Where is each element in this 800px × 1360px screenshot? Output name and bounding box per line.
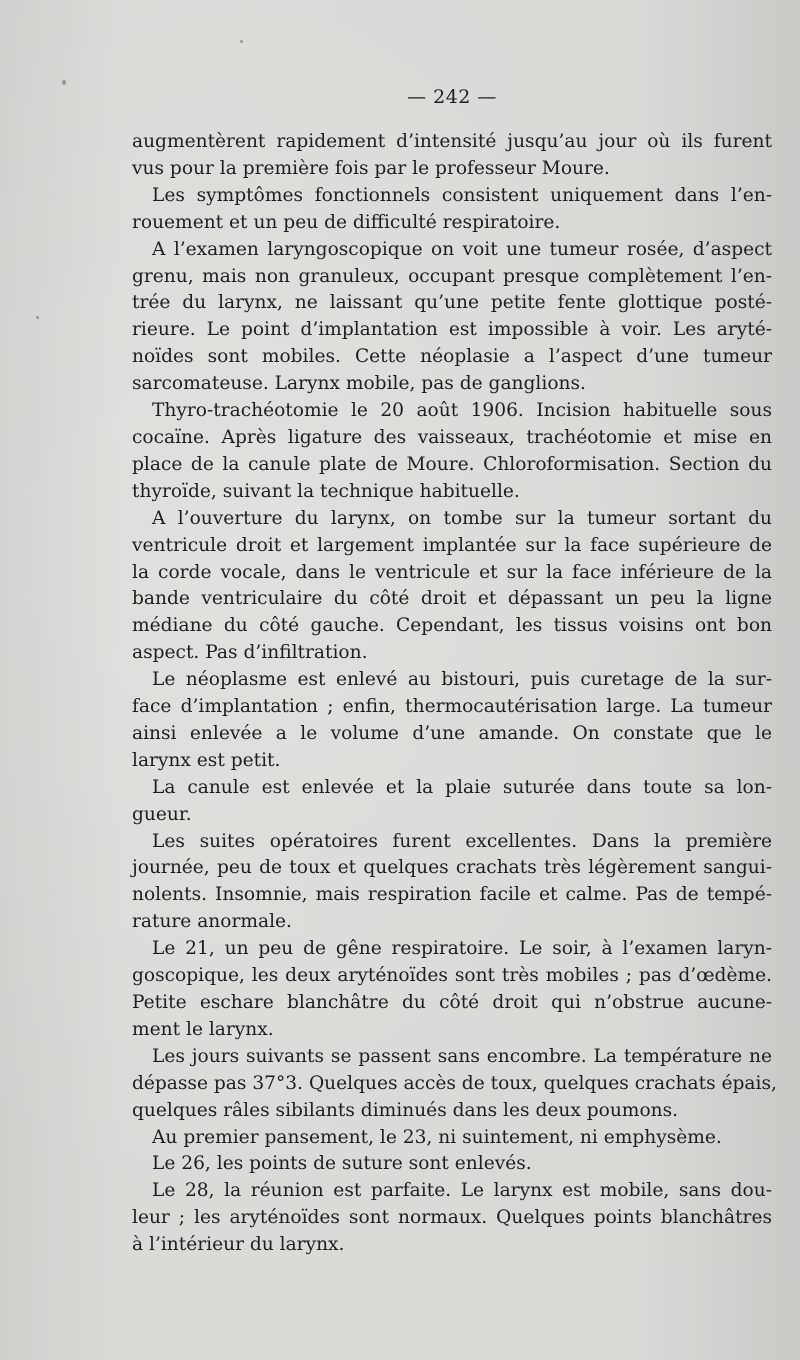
text-line: ventricule droit et largement implantée sur la face supérieure de [132, 534, 772, 556]
text-line: Le 26, les points de suture sont enlevés. [152, 1153, 532, 1175]
text-line: A l’examen laryngoscopique on voit une tumeur rosée, d’aspect [152, 238, 772, 260]
text-line: Le 28, la réunion est parfaite. Le larynx est mobile, sans dou- [152, 1180, 772, 1202]
text-line: trée du larynx, ne laissant qu’une petite fente glottique posté- [132, 292, 772, 314]
text-line: place de la canule plate de Moure. Chloroformisation. Section du [132, 453, 772, 475]
text-line: Les jours suivants se passent sans encombre. La température ne [152, 1045, 772, 1067]
text-line: nolents. Insomnie, mais respiration facile et calme. Pas de tempé- [132, 884, 772, 906]
text-line: A l’ouverture du larynx, on tombe sur la tumeur sortant du [152, 507, 772, 529]
text-line: journée, peu de toux et quelques crachats très légèrement sangui- [132, 857, 772, 879]
text-line: dépasse pas 37°3. Quelques accès de toux, quelques crachats épais, [132, 1072, 777, 1094]
text-line: noïdes sont mobiles. Cette néoplasie a l’aspect d’une tumeur [132, 346, 772, 368]
text-line: cocaïne. Après ligature des vaisseaux, trachéotomie et mise en [132, 426, 772, 448]
text-line: grenu, mais non granuleux, occupant presque complètement l’en- [132, 265, 772, 287]
text-line: bande ventriculaire du côté droit et dépassant un peu la ligne [132, 588, 772, 610]
text-line: rouement et un peu de difficulté respiratoire. [132, 211, 561, 233]
text-line: médiane du côté gauche. Cependant, les tissus voisins ont bon [132, 615, 772, 637]
ink-speck [240, 40, 243, 43]
text-line: Les symptômes fonctionnels consistent uniquement dans l’en- [152, 184, 772, 206]
text-line: quelques râles sibilants diminués dans les deux poumons. [132, 1099, 679, 1121]
text-line: à l’intérieur du larynx. [132, 1234, 345, 1256]
text-line: rieure. Le point d’implantation est impossible à voir. Les aryté- [132, 319, 772, 341]
text-line: Le 21, un peu de gêne respiratoire. Le soir, à l’examen laryn- [152, 938, 772, 960]
text-line: la corde vocale, dans le ventricule et sur la face inférieure de la [132, 561, 772, 583]
text-line: face d’implantation ; enfin, thermocautérisation large. La tumeur [132, 696, 772, 718]
text-line: aspect. Pas d’infiltration. [132, 642, 368, 664]
text-line: leur ; les aryténoïdes sont normaux. Quelques points blanchâtres [132, 1207, 772, 1229]
text-line: La canule est enlevée et la plaie suturée dans toute sa lon- [152, 776, 772, 798]
page-number: — 242 — [407, 86, 497, 108]
ink-speck [62, 80, 66, 85]
body-text [132, 129, 777, 1259]
ink-speck [36, 316, 39, 319]
text-line: vus pour la première fois par le professeur Moure. [132, 157, 610, 179]
text-line: larynx est petit. [132, 749, 281, 771]
text-line: Le néoplasme est enlevé au bistouri, puis curetage de la sur- [152, 669, 772, 691]
text-line: augmentèrent rapidement d’intensité jusqu’au jour où ils furent [132, 131, 772, 152]
text-line: goscopique, les deux aryténoïdes sont très mobiles ; pas d’œdème. [132, 965, 772, 987]
text-line: ment le larynx. [132, 1018, 274, 1040]
text-line: thyroïde, suivant la technique habituelle. [132, 480, 520, 502]
text-line: Au premier pansement, le 23, ni suintement, ni emphysème. [152, 1126, 722, 1148]
text-line: Thyro-trachéotomie le 20 août 1906. Incision habituelle sous [152, 400, 772, 422]
text-line: gueur. [132, 803, 192, 825]
text-line: ainsi enlevée a le volume d’une amande. On constate que le [132, 722, 772, 744]
text-line: rature anormale. [132, 911, 292, 933]
text-line: Les suites opératoires furent excellentes. Dans la première [152, 830, 772, 852]
text-line: sarcomateuse. Larynx mobile, pas de ganglions. [132, 373, 586, 395]
text-line: Petite eschare blanchâtre du côté droit qui n’obstrue aucune- [132, 992, 772, 1013]
